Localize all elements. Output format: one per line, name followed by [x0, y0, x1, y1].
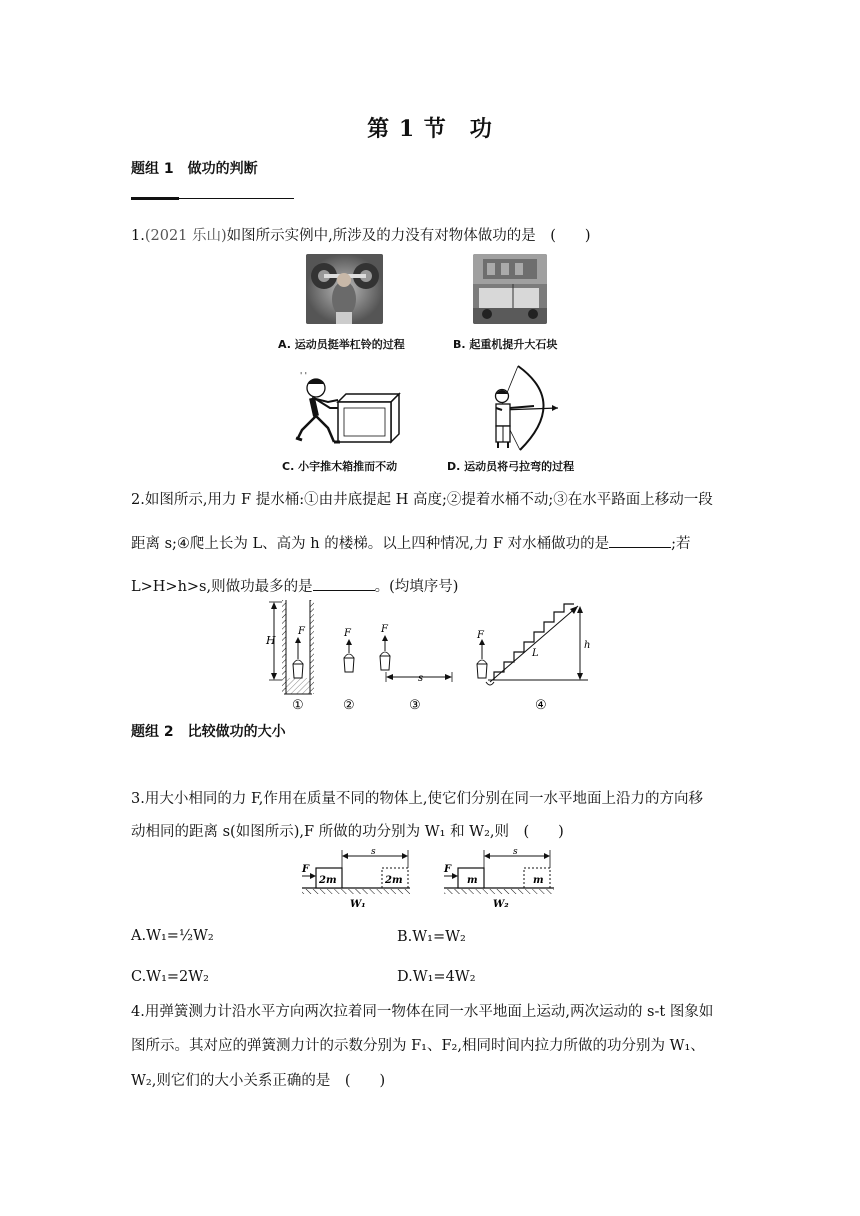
answer-blank-2[interactable]	[313, 576, 375, 591]
label-m-dashed: m	[533, 875, 544, 886]
caption-b: B. 起重机提升大石块	[453, 338, 558, 351]
label-W1: W₁	[350, 899, 366, 910]
label-F3: F	[381, 624, 388, 635]
label-F4: F	[477, 630, 484, 641]
option-d[interactable]: D.W₁=4W₂	[397, 969, 476, 985]
question-3-line-1: 3.用大小相同的力 F,作用在质量不同的物体上,使它们分别在同一水平地面上沿力的方向移	[131, 791, 703, 807]
page-title: 第 1 节 功	[367, 116, 493, 142]
label-m-solid: m	[467, 875, 478, 886]
question-4-line-3: W₂,则它们的大小关系正确的是 ( )	[131, 1073, 386, 1089]
label-n3: ③	[409, 698, 421, 713]
bucket-figure	[262, 598, 602, 716]
question-2-line-3: L>H>h>s,则做功最多的是 。(均填序号)	[131, 576, 736, 597]
heading-bar-thick	[131, 197, 179, 200]
label-s: s	[418, 673, 424, 684]
question-4-line-2: 图所示。其对应的弹簧测力计的示数分别为 F₁、F₂,相同时间内拉力所做的功分别为 W₁、	[131, 1038, 705, 1054]
heading-bar-thin	[179, 198, 294, 199]
label-2m-dashed: 2m	[385, 875, 403, 886]
label-F1: F	[298, 626, 305, 637]
label-s-right: s	[513, 847, 518, 857]
label-F2: F	[344, 628, 351, 639]
caption-c: C. 小宇推木箱推而不动	[282, 460, 398, 473]
question-1: 1.(2021 乐山)如图所示实例中,所涉及的力没有对物体做功的是 ( )	[131, 228, 591, 244]
question-4-line-1: 4.用弹簧测力计沿水平方向两次拉着同一物体在同一水平地面上运动,两次运动的 s-t 图象如	[131, 1004, 714, 1020]
answer-blank-1[interactable]	[609, 533, 671, 548]
crane-photo	[473, 254, 547, 324]
label-n4: ④	[535, 698, 547, 713]
label-n2: ②	[343, 698, 355, 713]
caption-d: D. 运动员将弓拉弯的过程	[447, 460, 575, 473]
archer-drawing	[482, 362, 564, 454]
label-s-left: s	[371, 847, 376, 857]
label-L: L	[532, 648, 539, 659]
caption-a: A. 运动员挺举杠铃的过程	[278, 338, 405, 351]
option-c[interactable]: C.W₁=2W₂	[131, 969, 209, 985]
group-2-heading: 题组 2 比较做功的大小	[131, 724, 286, 740]
group-1-heading: 题组 1 做功的判断	[131, 161, 258, 177]
label-F-right: F	[444, 864, 452, 875]
svg-text:' ': ' '	[300, 371, 307, 380]
question-2-line-2: 距离 s;④爬上长为 L、高为 h 的楼梯。以上四种情况,力 F 对水桶做功的是 ;若	[131, 533, 736, 554]
question-2-line-1: 2.如图所示,用力 F 提水桶:①由井底提起 H 高度;②提着水桶不动;③在水平路面上移动一段	[131, 492, 713, 508]
label-H: H	[266, 634, 276, 647]
label-F-left: F	[302, 864, 310, 875]
question-3-line-2: 动相同的距离 s(如图所示),F 所做的功分别为 W₁ 和 W₂,则 ( )	[131, 824, 564, 840]
push-box-drawing	[294, 366, 404, 446]
block-push-figure	[298, 846, 568, 910]
option-b[interactable]: B.W₁=W₂	[397, 929, 466, 945]
label-2m-solid: 2m	[319, 875, 337, 886]
weightlifting-photo	[306, 254, 383, 324]
label-h: h	[584, 640, 591, 651]
label-W2: W₂	[493, 899, 509, 910]
label-n1: ①	[292, 698, 304, 713]
option-a[interactable]: A.W₁=½W₂	[131, 928, 214, 944]
